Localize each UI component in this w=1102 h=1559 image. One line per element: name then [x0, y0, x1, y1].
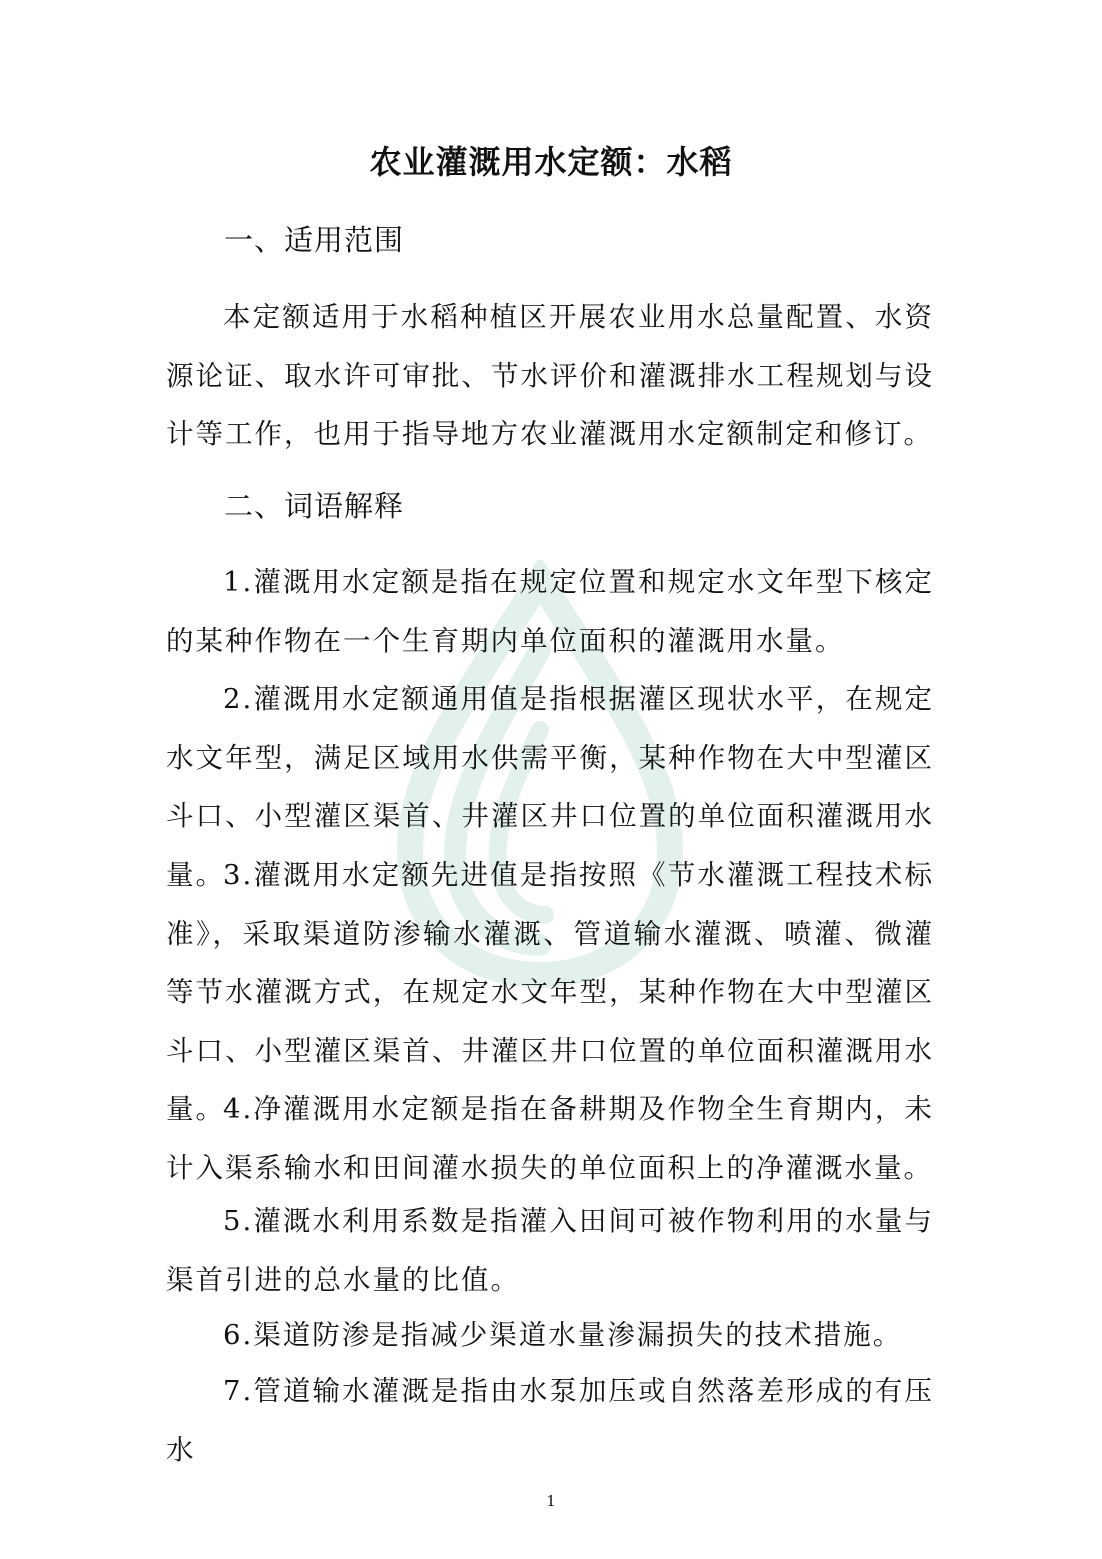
paragraph-term-1: 1.灌溉用水定额是指在规定位置和规定水文年型下核定的某种作物在一个生育期内单位面积的灌溉用水量。	[166, 566, 934, 657]
paragraph-scope: 本定额适用于水稻种植区开展农业用水总量配置、水资源论证、取水许可审批、节水评价和灌溉排水工程规划与设计等工作，也用于指导地方农业灌溉用水定额制定和修订。	[166, 301, 934, 450]
paragraph-term-7: 7.管道输水灌溉是指由水泵加压或自然落差形成的有压水	[166, 1375, 934, 1466]
paragraph-term-3: 3.灌溉用水定额先进值是指按照《节水灌溉工程技术标准》，采取渠道防渗输水灌溉、管道输水灌溉、喷灌、微灌等节水灌溉方式，在规定水文年型，某种作物在大中型灌区斗口、小型灌区渠首、井灌区井口位置的单位面积灌溉用水量。	[166, 859, 934, 1125]
section-heading-terms: 二、词语解释	[224, 489, 405, 523]
paragraph-term-6: 6.渠道防渗是指减少渠道水量渗漏损失的技术措施。	[223, 1319, 903, 1351]
section-heading-scope: 一、适用范围	[224, 223, 405, 257]
paragraph-term-5: 5.灌溉水利用系数是指灌入田间可被作物利用的水量与渠首引进的总水量的比值。	[166, 1205, 934, 1296]
paragraph-term-4: 4.净灌溉用水定额是指在备耕期及作物全生育期内，未计入渠系输水和田间灌水损失的单位面积上的净灌溉水量。	[166, 1093, 934, 1184]
paragraph-term-2: 2.灌溉用水定额通用值是指根据灌区现状水平，在规定水文年型，满足区域用水供需平衡，某种作物在大中型灌区斗口、小型灌区渠首、井灌区井口位置的单位面积灌溉用水量。	[166, 683, 934, 891]
page-number: 1	[546, 1492, 556, 1510]
document-title: 农业灌溉用水定额：水稻	[369, 143, 733, 181]
